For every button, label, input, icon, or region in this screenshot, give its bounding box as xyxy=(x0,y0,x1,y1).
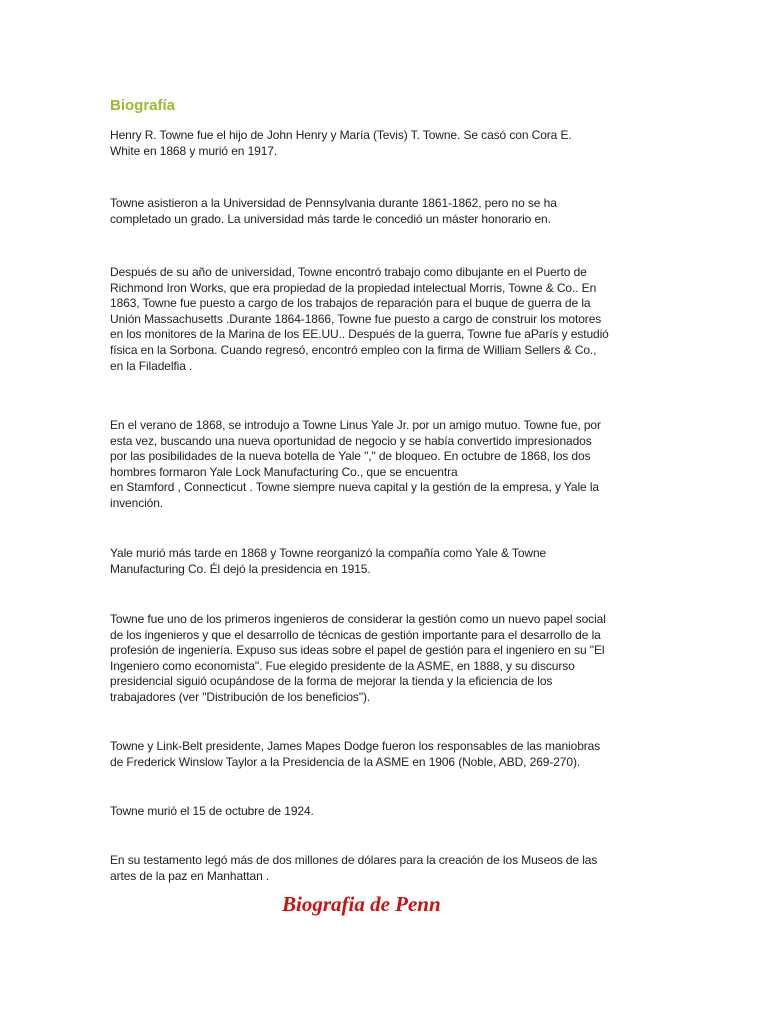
paragraph-management: Towne fue uno de los primeros ingenieros de considerar la gestión como un nuevo papel social de los ingenieros y que el desarrollo de técnicas de gestión importante para el desarrollo de la profesión de ingeniería. Expuso sus ideas sobre el papel de gestión para el ingeniero en su "El Ingeniero como economista". Fue elegido presidente de la ASME, en 1888, y su discurso presidencial siguió ocupándose de la forma de mejorar la tienda y la eficiencia de los trabajadores (ver "Distribución de los beneficios"). xyxy=(110,612,606,704)
section-heading: Biografía xyxy=(110,97,176,114)
paragraph-testament: En su testamento legó más de dos millones de dólares para la creación de los Museos de las artes de la paz en Manhattan . xyxy=(110,853,598,883)
paragraph-family: Henry R. Towne fue el hijo de John Henry y María (Tevis) T. Towne. Se casó con Cora E. White en 1868 y murió en 1917. xyxy=(110,128,572,158)
paragraph-early-career: Después de su año de universidad, Towne encontró trabajo como dibujante en el Puerto de Richmond Iron Works, que era propiedad de la propiedad intelectual Morris, Towne & Co.. En 1863, Towne fue puesto a cargo de los trabajos de reparación para el buque de guerra de la Unión Massachusetts .Durante 1864-1866, Towne fue puesto a cargo de construir los motores en los monitores de la Marina de los EE.UU.. Después de la guerra, Towne fue aParís y estudió física en la Sorbona. Cuando regresó, encontró empleo con la firma de William Sellers & Co., en la Filadelfia . xyxy=(110,265,609,373)
paragraph-asme: Towne y Link-Belt presidente, James Mapes Dodge fueron los responsables de las maniobras de Frederick Winslow Taylor a la Presidencia de la ASME en 1906 (Noble, ABD, 269-270). xyxy=(110,739,601,769)
paragraph-death: Towne murió el 15 de octubre de 1924. xyxy=(110,804,314,818)
paragraph-yale-meeting: En el verano de 1868, se introdujo a Towne Linus Yale Jr. por un amigo mutuo. Towne fue, por esta vez, buscando una nueva oportunidad de negocio y se había convertido impresionados por las posibilidades de la nueva botella de Yale "," de bloqueo. En octubre de 1868, los dos hombres formaron Yale Lock Manufacturing Co., que se encuentra en Stamford , Connecticut . Towne siempre nueva capital y la gestión de la empresa, y Yale la invención. xyxy=(110,418,601,510)
footer-title: Biografia de Penn xyxy=(282,892,441,916)
paragraph-reorganization: Yale murió más tarde en 1868 y Towne reorganizó la compañía como Yale & Towne Manufacturing Co. Él dejó la presidencia en 1915. xyxy=(110,546,547,576)
paragraph-university: Towne asistieron a la Universidad de Pennsylvania durante 1861-1862, pero no se ha completado un grado. La universidad más tarde le concedió un máster honorario en. xyxy=(110,196,557,226)
